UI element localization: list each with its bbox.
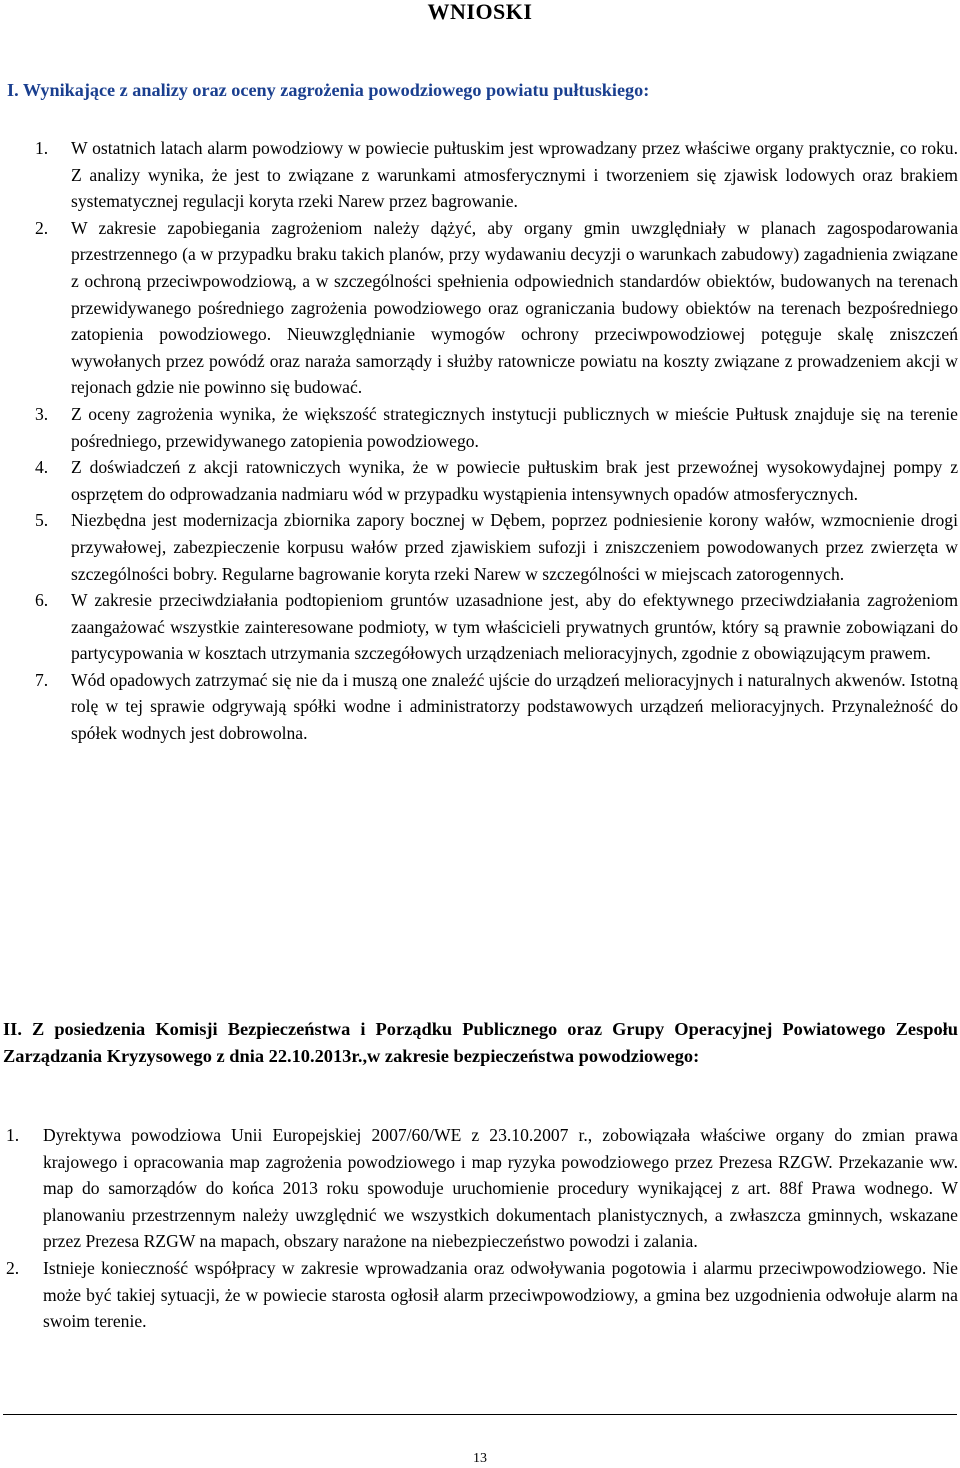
list-item-number: 1.	[6, 1125, 20, 1145]
section-1-heading: I. Wynikające z analizy oraz oceny zagrożenia powodziowego powiatu pułtuskiego:	[7, 80, 650, 100]
list-item-number: 5.	[35, 510, 49, 531]
list-item	[0, 215, 960, 401]
list-item-text: Istnieje konieczność współpracy w zakresie wprowadzania oraz odwoływania pogotowia i alarmu przeciwpowodziowego. Nie może być takiej sytuacji, że w powiecie starosta ogłosił alarm przeciwpowodziowy, a gmina bez uzgodnienia odwołuje alarm na swoim terenie.	[43, 1257, 958, 1332]
list-item-number: 1.	[35, 138, 49, 158]
list-item-text: W zakresie zapobiegania zagrożeniom należy dążyć, aby organy gmin uwzględniały w planach zagospodarowania przestrzennego (a w przypadku braku takich planów, przy wydawaniu decyzji o warunkach zabudowy) zagadnienia związane z ochroną przeciwpowodziową, a w szczególności spełnienia odpowiednich standardów obiektów, budowanych na terenach przewidywanego pośredniego zagrożenia powodziowego oraz ograniczania budowy obiektów na terenach bezpośredniego zatopienia powodziowego. Nieuwzględnianie wymogów ochrony przeciwpowodziowej potęguje skalę zniszczeń wywołanych przez powódź oraz naraża samorządy i służby ratownicze powiatu na koszty związane z prowadzeniem akcji w rejonach gdzie nie powinno się budować.	[71, 217, 958, 398]
list-item-text: Z doświadczeń z akcji ratowniczych wynika, że w powiecie pułtuskim brak jest przewoźnej wysokowydajnej pompy z osprzętem do odprowadzania nadmiaru wód w przypadku wystąpienia intensywnych opadów atmosferycznych.	[71, 457, 958, 504]
list-item-number: 2.	[35, 217, 49, 238]
page-title: WNIOSKI	[427, 0, 533, 24]
section-2-heading: II. Z posiedzenia Komisji Bezpieczeństwa i Porządku Publicznego oraz Grupy Operacyjnej Powiatowego Zespołu Zarządzania Kryzysowego z dnia 22.10.2013r.,w zakresie bezpieczeństwa powodziowego:	[3, 1019, 958, 1066]
list-item	[0, 667, 960, 747]
list-item	[0, 507, 960, 587]
list-item-text: Niezbędna jest modernizacja zbiornika zapory bocznej w Dębem, poprzez podniesienie korony wałów, wzmocnienie drogi przywałowej, zabezpieczenie korpusu wałów przed zjawiskiem sufozji i zniszczeniem powodowanych przez zwierzęta w szczególności bobry. Regularne bagrowanie koryta rzeki Narew w szczególności w miejscach zatorogennych.	[71, 510, 958, 584]
list-item-text: Dyrektywa powodziowa Unii Europejskiej 2007/60/WE z 23.10.2007 r., zobowiązała właściwe organy do zmian prawa krajowego i opracowania map zagrożenia powodziowego i map ryzyka powodziowego przez Prezesa RZGW. Przekazanie ww. map do samorządów do końca 2013 roku spowoduje uruchomienie procedury wynikającej z art. 88f Prawa wodnego. W planowaniu przestrzennym należy uwzględnić we wszystkich dokumentach planistycznych, a zwłaszcza gminnych, wskazane przez Prezesa RZGW na mapach, obszary narażone na niebezpieczeństwo powodzi i zalania.	[43, 1125, 958, 1252]
list-item-text: W ostatnich latach alarm powodziowy w powiecie pułtuskim jest wprowadzany przez właściwe organy praktycznie, co roku. Z analizy wynika, że jest to związane z warunkami atmosferycznymi i tworzeniem się zjawisk lodowych oraz brakiem systematycznej regulacji koryta rzeki Narew przez bagrowanie.	[71, 138, 958, 212]
list-item	[0, 1122, 960, 1255]
list-item-text: Wód opadowych zatrzymać się nie da i muszą one znaleźć ujście do urządzeń melioracyjnych i naturalnych akwenów. Istotną rolę w tej sprawie odgrywają spółki wodne i administratorzy podstawowych urządzeń melioracyjnych. Przynależność do spółek wodnych jest dobrowolna.	[71, 669, 958, 744]
list-item	[0, 135, 960, 215]
list-item-number: 2.	[6, 1257, 20, 1278]
list-item	[0, 454, 960, 507]
list-item-text: Z oceny zagrożenia wynika, że większość strategicznych instytucji publicznych w mieście Pułtusk znajduje się na terenie pośredniego, przewidywanego zatopienia powodziowego.	[71, 403, 958, 451]
list-item	[0, 587, 960, 667]
page-number: 13	[473, 1451, 487, 1466]
list-item	[0, 1255, 960, 1335]
list-item-number: 7.	[35, 669, 49, 690]
footer-divider	[3, 1414, 957, 1415]
list-item-number: 4.	[35, 457, 49, 478]
list-item-number: 6.	[35, 590, 49, 611]
list-item	[0, 401, 960, 454]
list-item-text: W zakresie przeciwdziałania podtopieniom gruntów uzasadnione jest, aby do efektywnego przeciwdziałania zagrożeniom zaangażować wszystkie zainteresowane podmioty, w tym właścicieli prywatnych gruntów, który są prawnie zobowiązani do partycypowania w kosztach utrzymania szczegółowych urządzeniach melioracyjnych, zgodnie z obowiązującym prawem.	[71, 590, 958, 664]
section-2-list	[0, 1122, 960, 1335]
section-1-list	[0, 135, 960, 747]
list-item-number: 3.	[35, 403, 49, 424]
